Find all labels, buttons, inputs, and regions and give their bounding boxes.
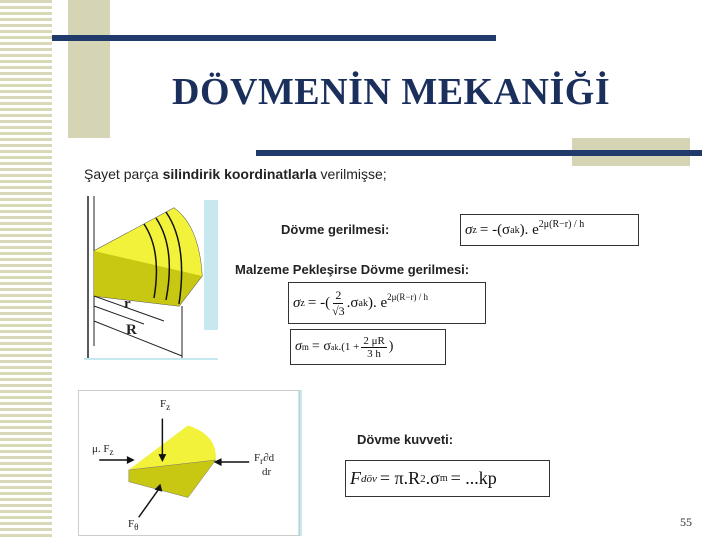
formula-mean-stress [290, 329, 446, 365]
f1-lhs: σ [465, 221, 473, 238]
f1-rhs: = -(σ [479, 221, 511, 238]
f3-tail: ) [388, 339, 394, 354]
fig2-fr-sub: r [260, 456, 264, 467]
f1-rhs-sub: ak [510, 224, 520, 236]
f3-eq-sub: ak [330, 342, 339, 352]
left-stripe-decoration [0, 0, 52, 540]
intro-bold: silindirik koordinatlarla [162, 166, 317, 182]
f1-lhs-sub: z [472, 224, 477, 236]
cylinder-segment-figure [84, 196, 218, 360]
f2-mid: .σ [346, 294, 359, 311]
f2-num: 2 [335, 287, 342, 302]
formula-hardening-stress [288, 282, 486, 324]
f3-num: 2 μR [363, 334, 385, 347]
fig2-mu: μ. F [92, 443, 110, 455]
fig2-fz-sub: z [166, 402, 171, 413]
stress-label: Dövme gerilmesi: [281, 222, 390, 237]
intro-prefix: Şayet parça [84, 166, 163, 182]
slide-title: DÖVMENİN MEKANİĞİ [172, 71, 611, 113]
f1-tail: ). e [519, 221, 539, 238]
f2-mid-sub: ak [358, 297, 368, 309]
f4-sup: 2 [420, 472, 426, 485]
fig1-r-label: r [124, 296, 131, 312]
f2-lhs-sub: z [300, 297, 305, 309]
formula-forging-force [345, 460, 550, 497]
fig2-mu-sub: z [109, 447, 114, 458]
f4-lhs: F [350, 468, 361, 488]
f2-lhs: σ [293, 294, 301, 311]
f3-den: 3 h [367, 347, 381, 360]
title-bar-bottom [256, 150, 702, 156]
f3-fraction [361, 335, 386, 360]
title-bar-top [52, 35, 496, 41]
fig2-fz: F [160, 398, 167, 410]
fig2-fr-label [254, 452, 274, 466]
f2-den: √3 [332, 303, 345, 318]
f2-exp: 2μ(R−r) / h [387, 292, 429, 302]
hardening-stress-label: Malzeme Pekleşirse Dövme gerilmesi: [235, 262, 470, 277]
f4-lhs-sub: döv [361, 472, 377, 485]
f2-eq: = -( [307, 294, 331, 311]
fig2-fo-sub: θ [134, 522, 139, 533]
f3-lhs-sub: m [301, 342, 309, 352]
fig2-dr2-label: dr [262, 466, 272, 478]
f3-eq: = σ [311, 339, 331, 354]
fig2-dr: ∂d [263, 452, 275, 464]
fig2-fz-label [160, 398, 170, 412]
page-number: 55 [680, 515, 692, 529]
f4-tail: = ...kp [450, 468, 497, 488]
intro-text [84, 166, 387, 182]
f1-exp: 2μ(R−r) / h [538, 218, 585, 230]
fig2-fo: F [128, 518, 135, 530]
intro-suffix: verilmişse; [316, 166, 387, 182]
force-label: Dövme kuvveti: [357, 432, 454, 447]
fig1-R-label: R [126, 322, 137, 338]
f2-tail: ). e [367, 294, 388, 311]
fig2-fo-label [128, 518, 139, 532]
f2-fraction [332, 288, 345, 319]
f4-mid-sub: m [439, 473, 448, 484]
f4-mid: .σ [425, 468, 440, 488]
fig2-mu-label [92, 443, 114, 457]
fig2-fr: F [254, 452, 261, 464]
decor-square-top [68, 0, 110, 138]
formula-stress [460, 214, 639, 246]
f4-rhs: = π.R [379, 468, 421, 488]
f3-mid: .(1 + [338, 341, 360, 353]
f3-lhs: σ [295, 339, 302, 354]
